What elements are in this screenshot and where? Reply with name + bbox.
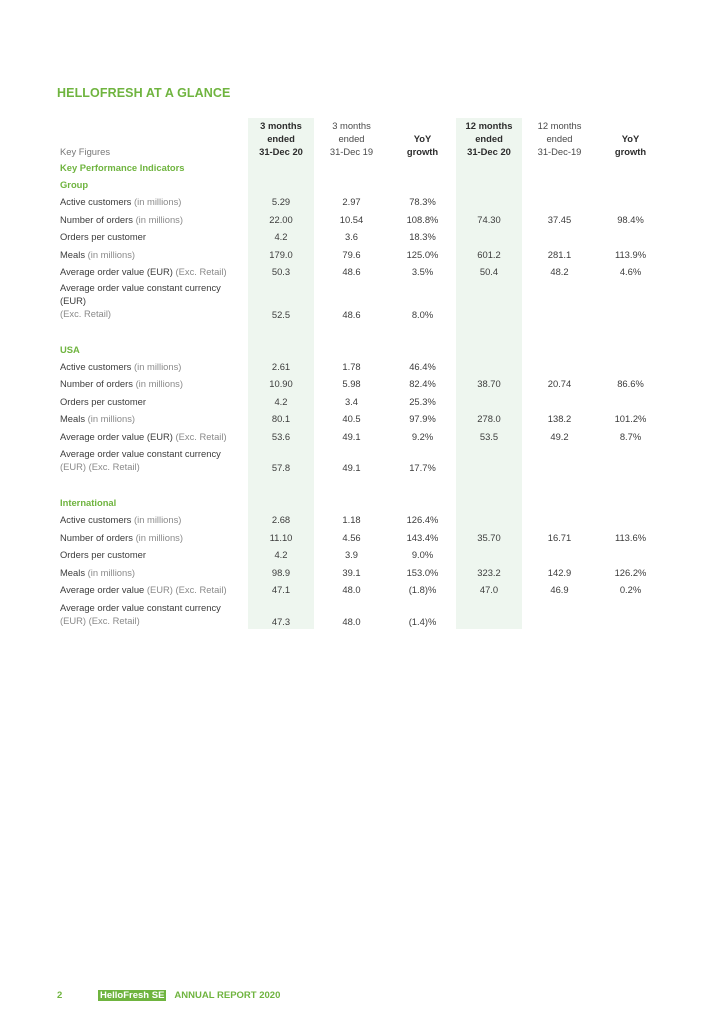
metric-name: Orders per customer [60, 231, 146, 243]
value-cell: 4.2 [248, 546, 314, 564]
row-label [57, 445, 248, 475]
header-fy-yoy: YoY growth [614, 133, 647, 157]
value-cell [597, 393, 664, 411]
value-cell: 113.6% [614, 531, 647, 543]
value-cell [597, 193, 664, 211]
row-label [57, 263, 248, 281]
row-label [57, 410, 248, 428]
value-cell: 48.6 [342, 308, 361, 320]
value-cell: 48.0 [342, 584, 361, 596]
value-cell: 82.4% [409, 378, 436, 390]
value-cell: 4.56 [342, 531, 361, 543]
value-cell: 9.0% [411, 549, 434, 561]
row-label [57, 281, 248, 322]
value-cell: (1.8)% [408, 584, 437, 596]
value-cell: 3.5% [411, 266, 434, 278]
company-name: HelloFresh SE [100, 990, 165, 1001]
value-cell: 1.18 [342, 514, 361, 526]
value-cell [456, 393, 522, 411]
value-cell: (1.4)% [408, 615, 437, 627]
value-cell: 46.9 [550, 584, 569, 596]
value-cell: 80.1 [248, 410, 314, 428]
value-cell [597, 445, 664, 475]
value-cell [456, 445, 522, 475]
value-cell: 16.71 [547, 531, 572, 543]
row-label [57, 529, 248, 547]
row-label [57, 211, 248, 229]
metric-name: Average order value constant currency [60, 448, 221, 459]
value-cell: 74.30 [456, 211, 522, 229]
row-label [57, 599, 248, 629]
table-row [57, 263, 664, 281]
metric-unit: (in millions) [133, 514, 182, 526]
value-cell [522, 599, 597, 629]
value-cell [597, 511, 664, 529]
header-q-yoy: YoY growth [406, 133, 439, 157]
section-title: International [60, 497, 117, 508]
metric-name: Average order value (EUR) [60, 430, 173, 442]
row-label [57, 581, 248, 599]
report-name: ANNUAL REPORT 2020 [174, 990, 281, 1001]
table-row [57, 410, 664, 428]
header-q4-2020: 3 months ended 31-Dec 20 [248, 118, 314, 159]
row-label [57, 358, 248, 376]
section-title: USA [60, 343, 80, 355]
value-cell [522, 445, 597, 475]
metric-unit: (EUR) (Exc. Retail) [146, 584, 227, 596]
value-cell: 1.78 [342, 360, 361, 372]
value-cell: 5.29 [248, 193, 314, 211]
metric-name: Meals [60, 413, 86, 425]
value-cell [597, 599, 664, 629]
metric-unit: (in millions) [135, 531, 183, 543]
value-cell: 4.2 [248, 393, 314, 411]
metric-unit: (Exc. Retail) [175, 266, 227, 278]
metric-unit: (in millions) [135, 213, 183, 225]
value-cell: 5.98 [342, 378, 361, 390]
row-label [57, 428, 248, 446]
metric-unit: (in millions) [87, 413, 136, 425]
value-cell [597, 228, 664, 246]
section-heading-row [57, 494, 664, 511]
value-cell: 40.5 [342, 413, 361, 425]
metric-unit: (in millions) [133, 360, 182, 372]
row-label [57, 375, 248, 393]
metric-name: Number of orders [60, 378, 133, 390]
value-cell: 52.5 [248, 281, 314, 322]
table-row [57, 281, 664, 322]
value-cell: 86.6% [617, 378, 644, 390]
value-cell [597, 546, 664, 564]
page-footer [57, 990, 280, 1001]
value-cell: 3.9 [344, 549, 359, 561]
header-q4-2019: 3 months ended 31-Dec 19 [329, 120, 374, 157]
value-cell: 25.3% [409, 395, 436, 407]
value-cell: 126.4% [406, 514, 439, 526]
metric-unit: (Exc. Retail) [175, 430, 227, 442]
value-cell: 8.7% [619, 430, 642, 442]
table-row [57, 581, 664, 599]
value-cell: 35.70 [456, 529, 522, 547]
value-cell: 2.97 [342, 196, 361, 208]
metric-name: Meals [60, 248, 86, 260]
value-cell: 50.4 [456, 263, 522, 281]
metric-unit: (EUR) (Exc. Retail) [60, 461, 140, 472]
value-cell [456, 358, 522, 376]
value-cell: 125.0% [406, 248, 439, 260]
value-cell [522, 511, 597, 529]
section-heading-row [57, 176, 664, 193]
table-row [57, 246, 664, 264]
kpi-heading-row [57, 159, 664, 176]
value-cell: 48.0 [342, 615, 361, 627]
metric-name: Average order value [60, 584, 145, 596]
value-cell [456, 546, 522, 564]
metric-name: Meals [60, 566, 86, 578]
value-cell: 22.00 [248, 211, 314, 229]
value-cell: 179.0 [248, 246, 314, 264]
table-row [57, 211, 664, 229]
value-cell: 47.0 [456, 581, 522, 599]
value-cell: 10.54 [339, 213, 364, 225]
metric-unit: (in millions) [87, 248, 136, 260]
metric-name: Active customers [60, 514, 132, 526]
value-cell [522, 358, 597, 376]
value-cell: 143.4% [406, 531, 439, 543]
value-cell [456, 599, 522, 629]
value-cell: 113.9% [614, 248, 647, 260]
value-cell: 97.9% [409, 413, 436, 425]
value-cell: 8.0% [411, 308, 434, 320]
value-cell: 2.68 [248, 511, 314, 529]
value-cell: 98.9 [248, 564, 314, 582]
value-cell [597, 281, 664, 322]
metric-name: Average order value constant currency (EUR) [60, 281, 221, 306]
value-cell: 53.6 [248, 428, 314, 446]
value-cell [456, 228, 522, 246]
value-cell: 47.3 [248, 599, 314, 629]
value-cell: 3.6 [344, 231, 359, 243]
value-cell: 78.3% [409, 196, 436, 208]
metric-name: Orders per customer [60, 395, 146, 407]
table-row [57, 529, 664, 547]
table-row [57, 445, 664, 475]
header-fy-2020: 12 months ended 31-Dec 20 [456, 118, 522, 159]
section-spacer [57, 322, 664, 341]
metric-name: Active customers [60, 196, 132, 208]
table-row [57, 564, 664, 582]
value-cell: 108.8% [406, 213, 439, 225]
table-row [57, 193, 664, 211]
row-label [57, 246, 248, 264]
value-cell: 3.4 [344, 395, 359, 407]
value-cell: 153.0% [406, 566, 439, 578]
value-cell: 20.74 [547, 378, 572, 390]
header-fy-2019: 12 months ended 31-Dec-19 [537, 120, 582, 157]
value-cell [522, 193, 597, 211]
value-cell [456, 281, 522, 322]
value-cell [522, 393, 597, 411]
value-cell: 98.4% [617, 213, 644, 225]
value-cell: 2.61 [248, 358, 314, 376]
row-label [57, 193, 248, 211]
page-number: 2 [57, 990, 63, 1001]
value-cell [522, 546, 597, 564]
section-spacer [57, 475, 664, 494]
metric-name: Orders per customer [60, 549, 146, 561]
row-label [57, 393, 248, 411]
value-cell: 57.8 [248, 445, 314, 475]
table-row [57, 546, 664, 564]
value-cell: 323.2 [456, 564, 522, 582]
table-row [57, 228, 664, 246]
row-label [57, 511, 248, 529]
metric-name: Number of orders [60, 531, 133, 543]
value-cell: 38.70 [456, 375, 522, 393]
value-cell: 278.0 [456, 410, 522, 428]
value-cell: 49.2 [550, 430, 569, 442]
key-figures-table [57, 118, 664, 629]
table-row [57, 511, 664, 529]
table-row [57, 599, 664, 629]
metric-name: Number of orders [60, 213, 133, 225]
value-cell: 9.2% [411, 430, 434, 442]
value-cell: 11.10 [248, 529, 314, 547]
metric-unit: (in millions) [135, 378, 183, 390]
value-cell: 48.6 [342, 266, 361, 278]
value-cell: 101.2% [614, 413, 647, 425]
value-cell: 126.2% [614, 566, 647, 578]
section-title: Group [60, 179, 89, 190]
value-cell: 281.1 [547, 248, 572, 260]
key-figures-label: Key Figures [60, 146, 111, 157]
table-header [57, 118, 664, 159]
value-cell: 49.1 [342, 430, 361, 442]
table-row [57, 393, 664, 411]
metric-unit: (in millions) [87, 566, 136, 578]
value-cell: 4.2 [248, 228, 314, 246]
table-row [57, 375, 664, 393]
value-cell [522, 281, 597, 322]
value-cell: 53.5 [456, 428, 522, 446]
row-label [57, 228, 248, 246]
value-cell: 79.6 [342, 248, 361, 260]
value-cell: 50.3 [248, 263, 314, 281]
metric-name: Average order value constant currency [60, 601, 221, 613]
table-row [57, 358, 664, 376]
value-cell: 601.2 [456, 246, 522, 264]
value-cell: 17.7% [409, 462, 436, 473]
value-cell [456, 511, 522, 529]
metric-name: Average order value (EUR) [60, 266, 173, 278]
row-label [57, 546, 248, 564]
metric-unit: (in millions) [133, 196, 182, 208]
kpi-heading: Key Performance Indicators [60, 162, 185, 173]
value-cell: 142.9 [547, 566, 572, 578]
page-title: HELLOFRESH AT A GLANCE [57, 86, 231, 100]
value-cell: 46.4% [409, 360, 436, 372]
value-cell [597, 358, 664, 376]
value-cell: 4.6% [619, 266, 642, 278]
metric-name: Active customers [60, 360, 132, 372]
value-cell: 49.1 [342, 462, 361, 473]
row-label [57, 564, 248, 582]
value-cell: 47.1 [248, 581, 314, 599]
metric-unit: (Exc. Retail) [60, 307, 112, 319]
metric-unit: (EUR) (Exc. Retail) [60, 614, 140, 626]
value-cell [456, 193, 522, 211]
value-cell: 138.2 [547, 413, 572, 425]
value-cell: 18.3% [409, 231, 436, 243]
value-cell [522, 228, 597, 246]
value-cell: 39.1 [342, 566, 361, 578]
value-cell: 0.2% [619, 584, 642, 596]
table-row [57, 428, 664, 446]
section-heading-row [57, 341, 664, 358]
value-cell: 48.2 [550, 266, 569, 278]
value-cell: 37.45 [547, 213, 572, 225]
value-cell: 10.90 [248, 375, 314, 393]
